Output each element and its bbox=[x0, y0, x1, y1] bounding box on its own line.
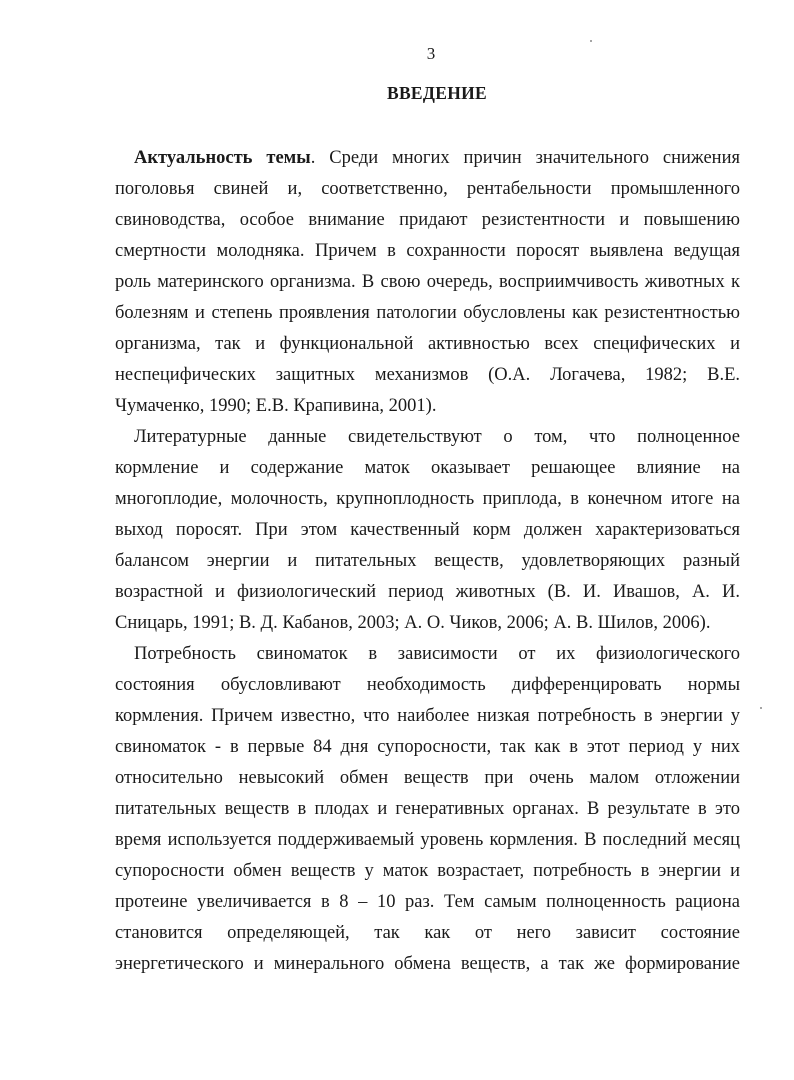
text-line: Литературные данные свидетельствуют о том, что полноценное bbox=[134, 427, 740, 447]
text-line: возрастной и физиологический период животных (В. И. Ивашов, А. И. bbox=[115, 582, 740, 602]
page-number: 3 bbox=[426, 44, 436, 63]
text-line: болезням и степень проявления патологии обусловлены как резистентностью bbox=[115, 303, 740, 323]
text-line: неспецифических защитных механизмов (О.А. Логачева, 1982; В.Е. bbox=[115, 365, 740, 385]
paragraph-3 bbox=[115, 639, 740, 980]
section-title: ВВЕДЕНИЕ bbox=[386, 83, 488, 103]
text-line: становится определяющей, так как от него зависит состояние bbox=[115, 923, 740, 943]
text-line: Сницарь, 1991; В. Д. Кабанов, 2003; А. О. Чиков, 2006; А. В. Шилов, 2006). bbox=[115, 613, 711, 633]
text-line: многоплодие, молочность, крупноплодность приплода, в конечном итоге на bbox=[115, 489, 740, 509]
text-line: Потребность свиноматок в зависимости от их физиологического bbox=[134, 644, 740, 664]
paragraph-2 bbox=[115, 422, 740, 639]
text-line: время используется поддерживаемый уровень кормления. В последний месяц bbox=[115, 830, 740, 850]
text-line: балансом энергии и питательных веществ, удовлетворяющих разный bbox=[115, 551, 740, 571]
text-line: состояния обусловливают необходимость дифференцировать нормы bbox=[115, 675, 740, 695]
text-line: протеине увеличивается в 8 – 10 раз. Тем самым полноценность рациона bbox=[115, 892, 740, 912]
scan-speck bbox=[590, 40, 592, 42]
scan-speck bbox=[760, 707, 762, 709]
text-line: свиноматок - в первые 84 дня супоросности, так как в этот период у них bbox=[115, 737, 740, 757]
text-line: энергетического и минерального обмена веществ, а так же формирование bbox=[115, 954, 740, 974]
text-line: свиноводства, особое внимание придают резистентности и повышению bbox=[115, 210, 740, 230]
text-line: супоросности обмен веществ у маток возрастает, потребность в энергии и bbox=[115, 861, 740, 881]
text-line: относительно невысокий обмен веществ при очень малом отложении bbox=[115, 768, 740, 788]
body-text bbox=[115, 143, 740, 980]
paragraph-lead: Актуальность темы bbox=[134, 148, 311, 168]
text-line: Чумаченко, 1990; Е.В. Крапивина, 2001). bbox=[115, 396, 437, 416]
text-line: Актуальность темы. Среди многих причин значительного снижения bbox=[134, 148, 740, 168]
text-line: питательных веществ в плодах и генеративных органах. В результате в это bbox=[115, 799, 740, 819]
text-line: кормления. Причем известно, что наиболее низкая потребность в энергии у bbox=[115, 706, 740, 726]
text-line: кормление и содержание маток оказывает решающее влияние на bbox=[115, 458, 740, 478]
text-line: роль материнского организма. В свою очередь, восприимчивость животных к bbox=[115, 272, 740, 292]
text-line: выход поросят. При этом качественный корм должен характеризоваться bbox=[115, 520, 740, 540]
paragraph-1 bbox=[115, 143, 740, 422]
text-line: поголовья свиней и, соответственно, рентабельности промышленного bbox=[115, 179, 740, 199]
text-line: смертности молодняка. Причем в сохранности поросят выявлена ведущая bbox=[115, 241, 740, 261]
text-line: организма, так и функциональной активностью всех специфических и bbox=[115, 334, 740, 354]
